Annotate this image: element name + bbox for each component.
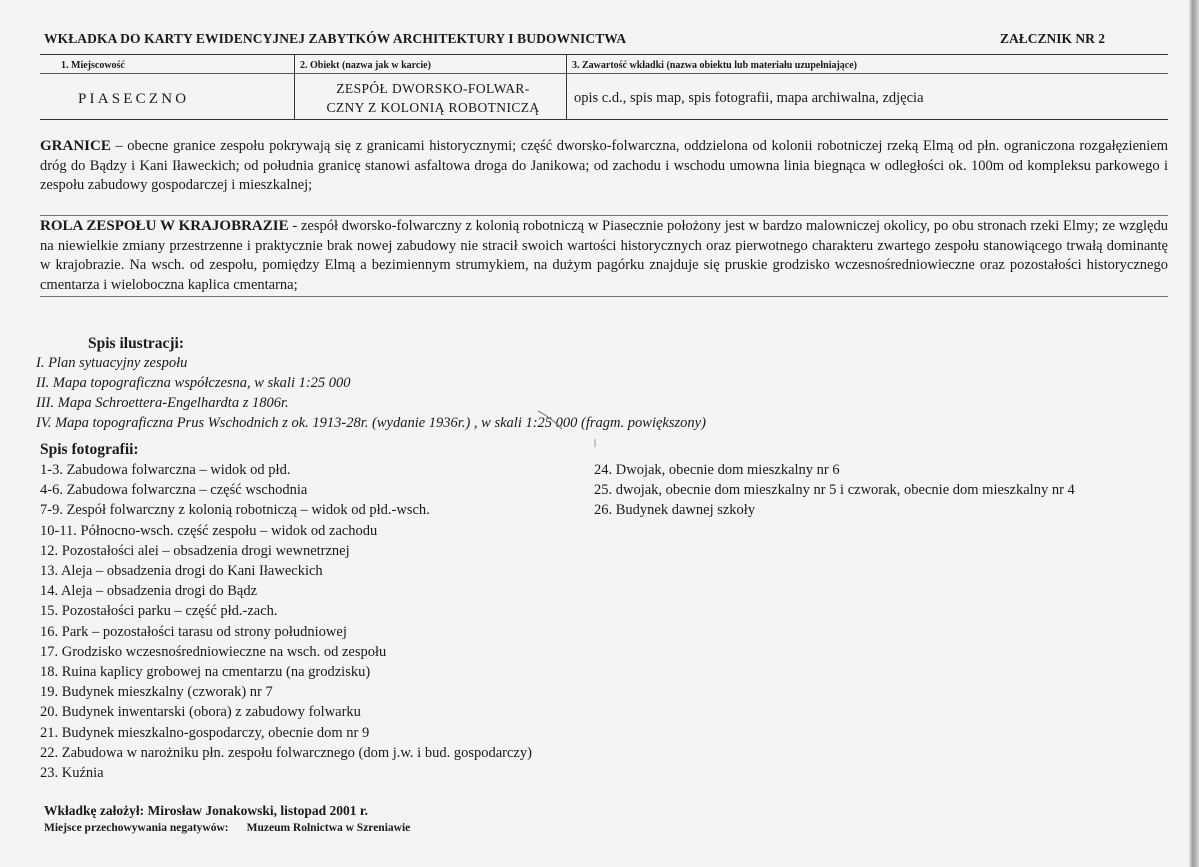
- photo-item: 20. Budynek inwentarski (obora) z zabudowy folwarku: [40, 704, 361, 721]
- illustration-item: IV. Mapa topograficzna Prus Wschodnich z ok. 1913-28r. (wydanie 1936r.) , w skali 1:25 000 (fragm. powiększony): [36, 415, 706, 431]
- content-value: opis c.d., spis map, spis fotografii, mapa archiwalna, zdjęcia: [574, 90, 924, 106]
- photo-item: 19. Budynek mieszkalny (czworak) nr 7: [40, 684, 273, 701]
- photo-item: 14. Aleja – obsadzenia drogi do Bądz: [40, 583, 258, 600]
- storage-line: [44, 822, 410, 834]
- photo-item: 17. Grodzisko wczesnośredniowieczne na wsch. od zespołu: [40, 643, 387, 660]
- landscape-label: ROLA ZESPOŁU W KRAJOBRAZIE: [40, 218, 289, 234]
- landscape-paragraph: [40, 217, 1168, 295]
- photo-item: 24. Dwojak, obecnie dom mieszkalny nr 6: [594, 462, 840, 478]
- photo-item: 22. Zabudowa w narożniku płn. zespołu folwarcznego (dom j.w. i bud. gospodarczy): [40, 744, 532, 761]
- illustration-item: I. Plan sytuacyjny zespołu: [36, 355, 188, 371]
- photo-item: 18. Ruina kaplicy grobowej na cmentarzu (na grodzisku): [40, 664, 371, 681]
- scan-edge: [1189, 0, 1199, 867]
- storage-label: Miejsce przechowywania negatywów:: [44, 822, 229, 834]
- document-title: WKŁADKA DO KARTY EWIDENCYJNEJ ZABYTKÓW ARCHITEKTURY I BUDOWNICTWA: [44, 31, 627, 46]
- section-divider-2: [40, 296, 1168, 297]
- photo-item: 23. Kuźnia: [40, 765, 104, 782]
- photo-item: 26. Budynek dawnej szkoły: [594, 502, 756, 519]
- object-line-2: CZNY Z KOLONIĄ ROBOTNICZĄ: [326, 100, 540, 115]
- photo-item: 15. Pozostałości parku – część płd.-zach.: [40, 603, 278, 620]
- photo-list-right: [594, 460, 1075, 521]
- boundaries-label: GRANICE: [40, 138, 111, 154]
- photo-item: 4-6. Zabudowa folwarczna – część wschodnia: [40, 482, 308, 499]
- photo-item: 10-11. Północno-wsch. część zespołu – widok od zachodu: [40, 522, 378, 539]
- boundaries-paragraph: [40, 137, 1168, 196]
- photo-item: 12. Pozostałości alei – obsadzenia drogi wewnetrznej: [40, 542, 350, 559]
- column-header-content: 3. Zawartość wkładki (nazwa obiektu lub materiału uzupełniające): [572, 60, 858, 71]
- object-line-1: ZESPÓŁ DWORSKO-FOLWAR-: [336, 81, 530, 96]
- illustrations-heading: Spis ilustracji:: [88, 335, 185, 352]
- table-top-rule: [40, 54, 1168, 55]
- photo-item: 25. dwojak, obecnie dom mieszkalny nr 5 i czworak, obecnie dom mieszkalny nr 4: [594, 482, 1075, 499]
- column-header-place: 1. Miejscowość: [61, 60, 125, 71]
- photo-item: 16. Park – pozostałości tarasu od strony południowej: [40, 623, 347, 640]
- illustration-item: III. Mapa Schroettera-Engelhardta z 1806r.: [36, 395, 289, 411]
- annex-number: ZAŁCZNIK NR 2: [1000, 31, 1106, 46]
- place-value: PIASECZNO: [78, 91, 190, 107]
- section-divider: [40, 215, 1168, 216]
- table-divider-1: [294, 55, 295, 119]
- table-header-rule: [40, 73, 1168, 74]
- illustration-item: II. Mapa topograficzna współczesna, w skali 1:25 000: [36, 375, 351, 391]
- photo-item: 1-3. Zabudowa folwarczna – widok od płd.: [40, 462, 291, 478]
- column-header-object: 2. Obiekt (nazwa jak w karcie): [300, 60, 431, 71]
- photos-heading: Spis fotografii:: [40, 441, 139, 458]
- table-divider-2: [566, 55, 567, 119]
- boundaries-text: – obecne granice zespołu pokrywają się z granicami historycznymi; część dworsko-folwarczna, oddzielona od kolonii robotniczej rzeką Elmą od płn. ograniczona rozgałęzieniem dróg do Bądzy i Kani Iławeckich; od południa granicę stanowi asfaltowa droga do Janikowa; od zachodu i wschodu umowna linia biegnąca w odległości ok. 100m od kompleksu parkowego i zespołu zabudowy gospodarczej i mieszkalnej;: [40, 138, 1168, 193]
- storage-value: Muzeum Rolnictwa w Szreniawie: [246, 822, 411, 834]
- photo-item: 21. Budynek mieszkalno-gospodarczy, obecnie dom nr 9: [40, 724, 370, 741]
- object-value: [302, 79, 564, 117]
- photo-item: 13. Aleja – obsadzenia drogi do Kani Iławeckich: [40, 563, 323, 580]
- photo-list-left: [40, 460, 532, 783]
- table-bottom-rule: [40, 119, 1168, 120]
- photo-item: 7-9. Zespół folwarczny z kolonią robotniczą – widok od płd.-wsch.: [40, 502, 430, 519]
- landscape-text: - zespół dworsko-folwarczny z kolonią robotniczą w Piasecznie położony jest w bardzo malowniczej okolicy, po obu stronach rzeki Elmy; ze względu na niewielkie zmiany przestrzenne i praktycznie brak nowej zabudowy nie stracił swoich wartości historycznych oraz pierwotnego charakteru zwartego zespołu stanowiącego trwałą dominantę w krajobrazie. Na wsch. od zespołu, pomiędzy Elmą a bezimiennym strumykiem, na dużym pagórku znajduje się pruskie grodzisko wczesnośredniowieczne oraz pozostałości historycznego cmentarza i wieloboczna kaplica cmentarna;: [40, 218, 1168, 293]
- pen-mark: [536, 407, 606, 457]
- author-line: Wkładkę założył: Mirosław Jonakowski, listopad 2001 r.: [44, 803, 369, 818]
